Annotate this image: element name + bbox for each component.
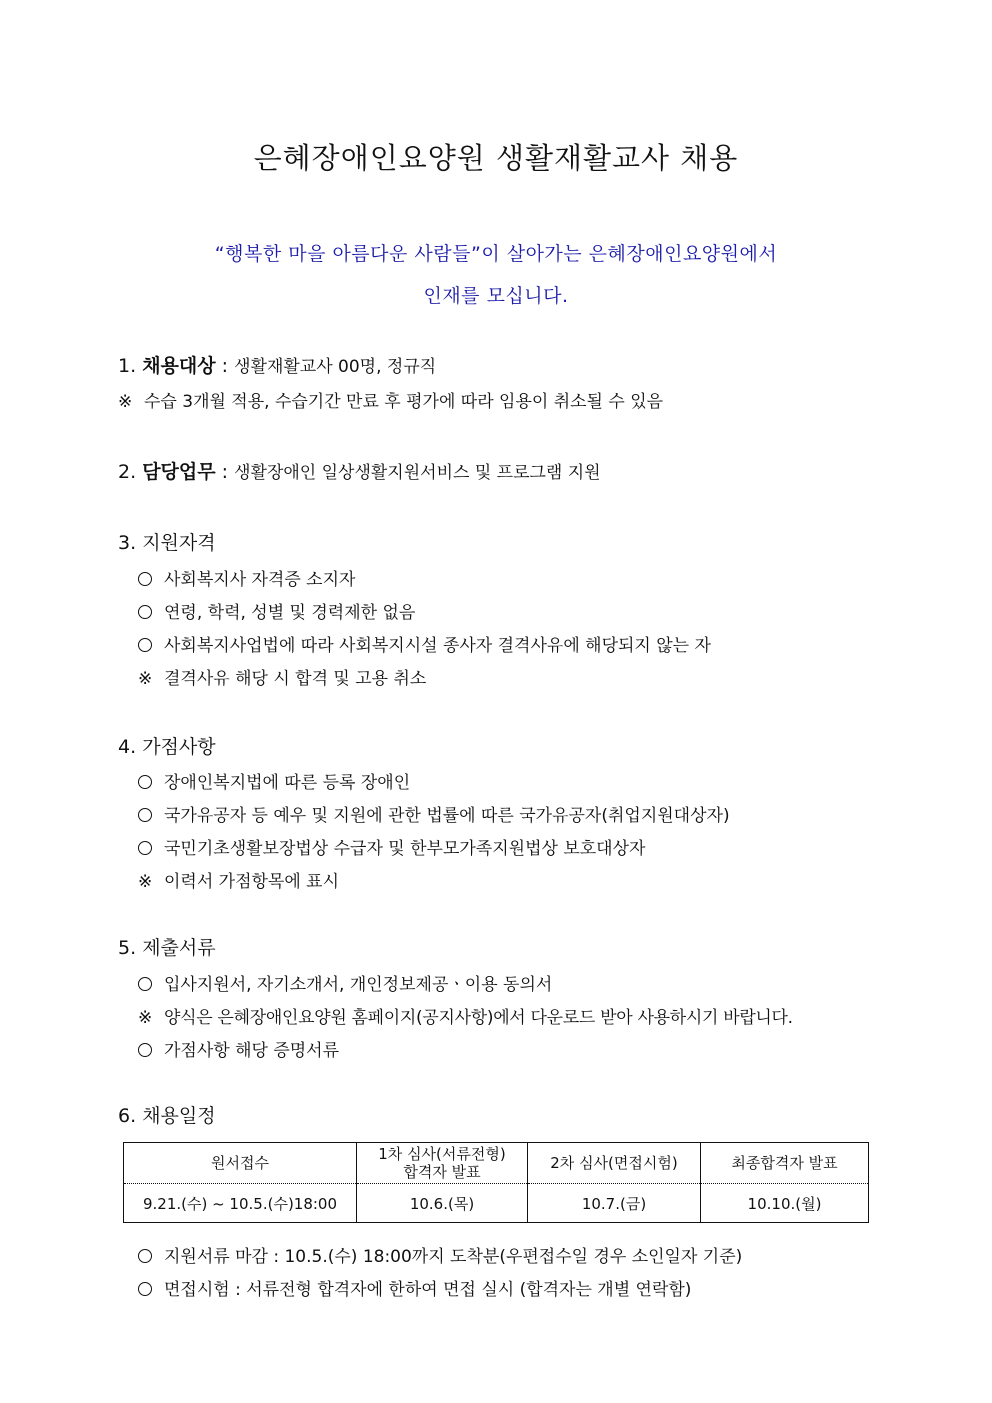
table-cell: 10.6.(목) [357, 1184, 528, 1223]
circle-bullet-icon [138, 1043, 152, 1057]
section-3-number: 3. [118, 532, 137, 554]
section-4-title: 가점사항 [142, 736, 216, 758]
section-2-content: 생활장애인 일상생활지원서비스 및 프로그램 지원 [234, 463, 601, 483]
reference-mark-icon: ※ [118, 392, 133, 412]
list-item [138, 768, 410, 793]
circle-bullet-icon [138, 977, 152, 991]
section-1-heading [118, 351, 436, 378]
list-item-text: 장애인복지법에 따른 등록 장애인 [164, 773, 411, 793]
list-item [138, 598, 415, 623]
section-6-number: 6. [118, 1105, 137, 1127]
section-1-note [118, 387, 663, 412]
list-item-text: 면접시험 : 서류전형 합격자에 한하여 면접 실시 (합격자는 개별 연락함) [164, 1280, 692, 1300]
section-2-title: 담당업무 [142, 461, 216, 483]
circle-bullet-icon [138, 605, 152, 619]
section-3-heading [118, 528, 216, 555]
list-item [138, 1036, 339, 1061]
section-2-heading [118, 457, 601, 484]
table-cell: 10.7.(금) [528, 1184, 701, 1223]
section-6-title: 채용일정 [142, 1105, 216, 1127]
circle-bullet-icon [138, 775, 152, 789]
table-cell: 10.10.(월) [701, 1184, 869, 1223]
section-3-note [138, 664, 426, 689]
table-header-cell [357, 1143, 528, 1184]
section-5-number: 5. [118, 937, 137, 959]
section-5-note [138, 1003, 793, 1028]
section-5-title: 제출서류 [142, 937, 216, 959]
section-2-number: 2. [118, 461, 137, 483]
table-cell: 9.21.(수) ~ 10.5.(수)18:00 [124, 1184, 357, 1223]
section-5-note-text: 양식은 은혜장애인요양원 홈페이지(공지사항)에서 다운로드 받아 사용하시기 바랍니다. [164, 1008, 793, 1028]
list-item [138, 1275, 691, 1300]
list-item-text: 연령, 학력, 성별 및 경력제한 없음 [164, 603, 416, 623]
list-item [138, 834, 645, 859]
table-header-cell: 2차 심사(면접시험) [528, 1143, 701, 1184]
table-header-row [124, 1143, 869, 1184]
list-item-text: 입사지원서, 자기소개서, 개인정보제공ㆍ이용 동의서 [164, 975, 553, 995]
section-4-note [138, 867, 339, 892]
section-4-heading [118, 732, 216, 759]
page-title: 은혜장애인요양원 생활재활교사 채용 [253, 141, 739, 175]
list-item-text: 사회복지사 자격증 소지자 [164, 570, 356, 590]
table-header-cell: 최종합격자 발표 [701, 1143, 869, 1184]
circle-bullet-icon [138, 638, 152, 652]
section-1-note-text: 수습 3개월 적용, 수습기간 만료 후 평가에 따라 임용이 취소될 수 있음 [144, 392, 664, 412]
reference-mark-icon: ※ [138, 872, 153, 892]
list-item [138, 1242, 742, 1267]
list-item-text: 국가유공자 등 예우 및 지원에 관한 법률에 따른 국가유공자(취업지원대상자) [164, 806, 730, 826]
slogan-line-2: 인재를 모십니다. [423, 285, 569, 307]
circle-bullet-icon [138, 1282, 152, 1296]
section-3-note-text: 결격사유 해당 시 합격 및 고용 취소 [164, 669, 427, 689]
circle-bullet-icon [138, 841, 152, 855]
section-4-note-text: 이력서 가점항목에 표시 [164, 872, 340, 892]
section-1-title: 채용대상 [142, 355, 216, 377]
section-1-content: 생활재활교사 00명, 정규직 [234, 357, 437, 377]
circle-bullet-icon [138, 572, 152, 586]
list-item-text: 지원서류 마감 : 10.5.(수) 18:00까지 도착분(우편접수일 경우 소인일자 기준) [164, 1247, 743, 1267]
section-2-separator: : [221, 461, 229, 483]
section-4-number: 4. [118, 736, 137, 758]
list-item [138, 801, 730, 826]
list-item-text: 국민기초생활보장법상 수급자 및 한부모가족지원법상 보호대상자 [164, 839, 646, 859]
list-item-text: 사회복지사업법에 따라 사회복지시설 종사자 결격사유에 해당되지 않는 자 [164, 636, 711, 656]
reference-mark-icon: ※ [138, 1008, 152, 1028]
circle-bullet-icon [138, 808, 152, 822]
section-5-heading [118, 933, 216, 960]
header-line-2: 합격자 발표 [403, 1163, 481, 1181]
slogan-line-1: “행복한 마을 아름다운 사람들”이 살아가는 은혜장애인요양원에서 [214, 243, 778, 265]
table-header-cell: 원서접수 [124, 1143, 357, 1184]
section-6-heading [118, 1101, 216, 1128]
circle-bullet-icon [138, 1249, 152, 1263]
reference-mark-icon: ※ [138, 669, 153, 689]
list-item [138, 970, 552, 995]
section-1-separator: : [221, 355, 229, 377]
schedule-table [123, 1142, 869, 1223]
list-item [138, 565, 355, 590]
list-item-text: 가점사항 해당 증명서류 [164, 1041, 340, 1061]
section-1-number: 1. [118, 355, 137, 377]
header-line-1: 1차 심사(서류전형) [378, 1145, 506, 1163]
list-item [138, 631, 711, 656]
section-3-title: 지원자격 [142, 532, 216, 554]
table-row [124, 1184, 869, 1223]
